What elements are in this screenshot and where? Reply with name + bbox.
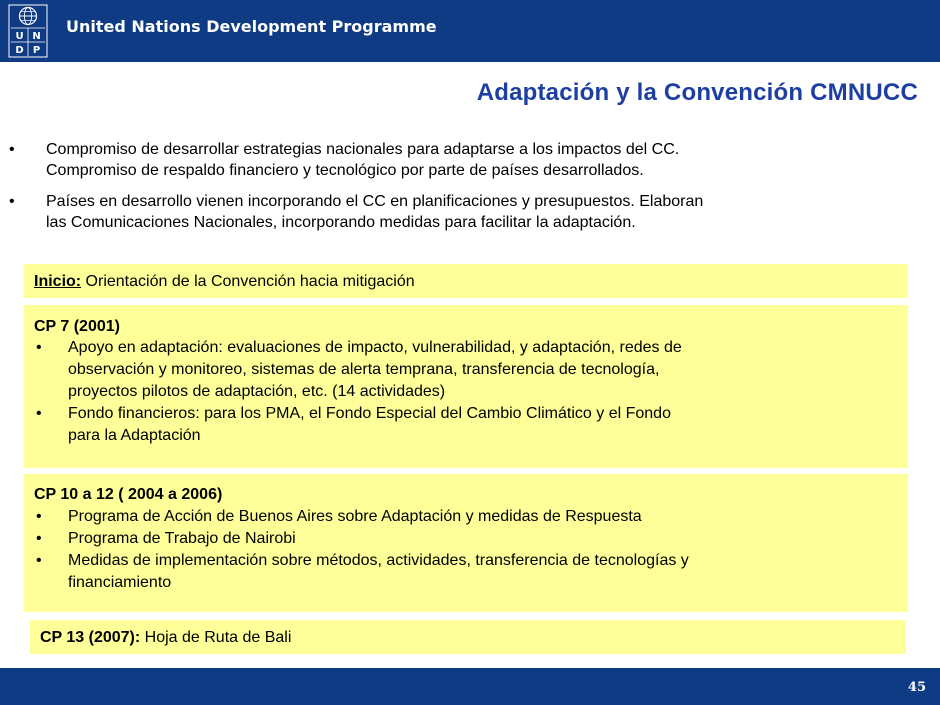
cp13-text xyxy=(40,627,291,648)
logo-letter-u: U xyxy=(15,31,24,42)
bullet-dot-icon: • xyxy=(36,552,42,569)
bullet-dot-icon: • xyxy=(9,141,15,158)
cp7-box xyxy=(24,305,908,468)
item-line: para la Adaptación xyxy=(68,427,201,444)
item-line: Programa de Acción de Buenos Aires sobre Adaptación y medidas de Respuesta xyxy=(68,508,642,525)
slide-title: Adaptación y la Convención CMNUCC xyxy=(476,79,918,106)
cp7-heading: CP 7 (2001) xyxy=(34,318,120,335)
logo-letter-p: P xyxy=(32,45,41,56)
item-line: proyectos pilotos de adaptación, etc. (14 actividades) xyxy=(68,383,446,400)
inicio-heading: Inicio: xyxy=(34,273,82,290)
cp13-body: Hoja de Ruta de Bali xyxy=(140,629,292,646)
bullet-line: Compromiso de desarrollar estrategias nacionales para adaptarse a los impactos del CC. xyxy=(46,141,680,158)
cp10-list xyxy=(34,506,894,594)
item-line: Apoyo en adaptación: evaluaciones de impacto, vulnerabilidad, y adaptación, redes de xyxy=(68,339,682,356)
inicio-body: Orientación de la Convención hacia mitigación xyxy=(81,273,415,290)
undp-logo xyxy=(8,4,48,58)
inicio-box xyxy=(24,264,908,298)
bullet-line: Compromiso de respaldo financiero y tecnológico por parte de países desarrollados. xyxy=(46,162,644,179)
item-line: Fondo financieros: para los PMA, el Fondo Especial del Cambio Climático y el Fondo xyxy=(68,405,671,422)
inicio-text xyxy=(34,271,415,292)
organization-name: United Nations Development Programme xyxy=(66,17,437,36)
page-number: 45 xyxy=(907,680,926,695)
item-line: financiamiento xyxy=(68,574,172,591)
bullet-dot-icon: • xyxy=(36,339,42,356)
list-item xyxy=(34,337,894,403)
bullet-dot-icon: • xyxy=(36,530,42,547)
logo-letter-n: N xyxy=(32,31,41,42)
bullet-line: Países en desarrollo vienen incorporando el CC en planificaciones y presupuestos. Elaboran xyxy=(46,193,704,210)
cp7-list xyxy=(34,337,894,447)
bullet-item xyxy=(8,139,923,181)
cp13-box xyxy=(30,620,906,654)
list-item xyxy=(34,506,894,528)
list-item xyxy=(34,550,894,594)
bullet-dot-icon: • xyxy=(36,508,42,525)
bullet-dot-icon: • xyxy=(9,193,15,210)
list-item xyxy=(34,528,894,550)
cp10-heading: CP 10 a 12 ( 2004 a 2006) xyxy=(34,486,223,503)
footer-bar xyxy=(0,668,940,705)
header-bar xyxy=(0,0,940,62)
bullet-item xyxy=(8,191,923,233)
bullet-dot-icon: • xyxy=(36,405,42,422)
item-line: Programa de Trabajo de Nairobi xyxy=(68,530,296,547)
item-line: Medidas de implementación sobre métodos, actividades, transferencia de tecnologías y xyxy=(68,552,689,569)
item-line: observación y monitoreo, sistemas de alerta temprana, transferencia de tecnología, xyxy=(68,361,660,378)
cp10-box xyxy=(24,474,908,612)
list-item xyxy=(34,403,894,447)
main-bullets xyxy=(8,139,923,243)
bullet-line: las Comunicaciones Nacionales, incorporando medidas para facilitar la adaptación. xyxy=(46,214,636,231)
logo-letter-d: D xyxy=(15,45,24,56)
cp13-heading: CP 13 (2007): xyxy=(40,629,141,646)
